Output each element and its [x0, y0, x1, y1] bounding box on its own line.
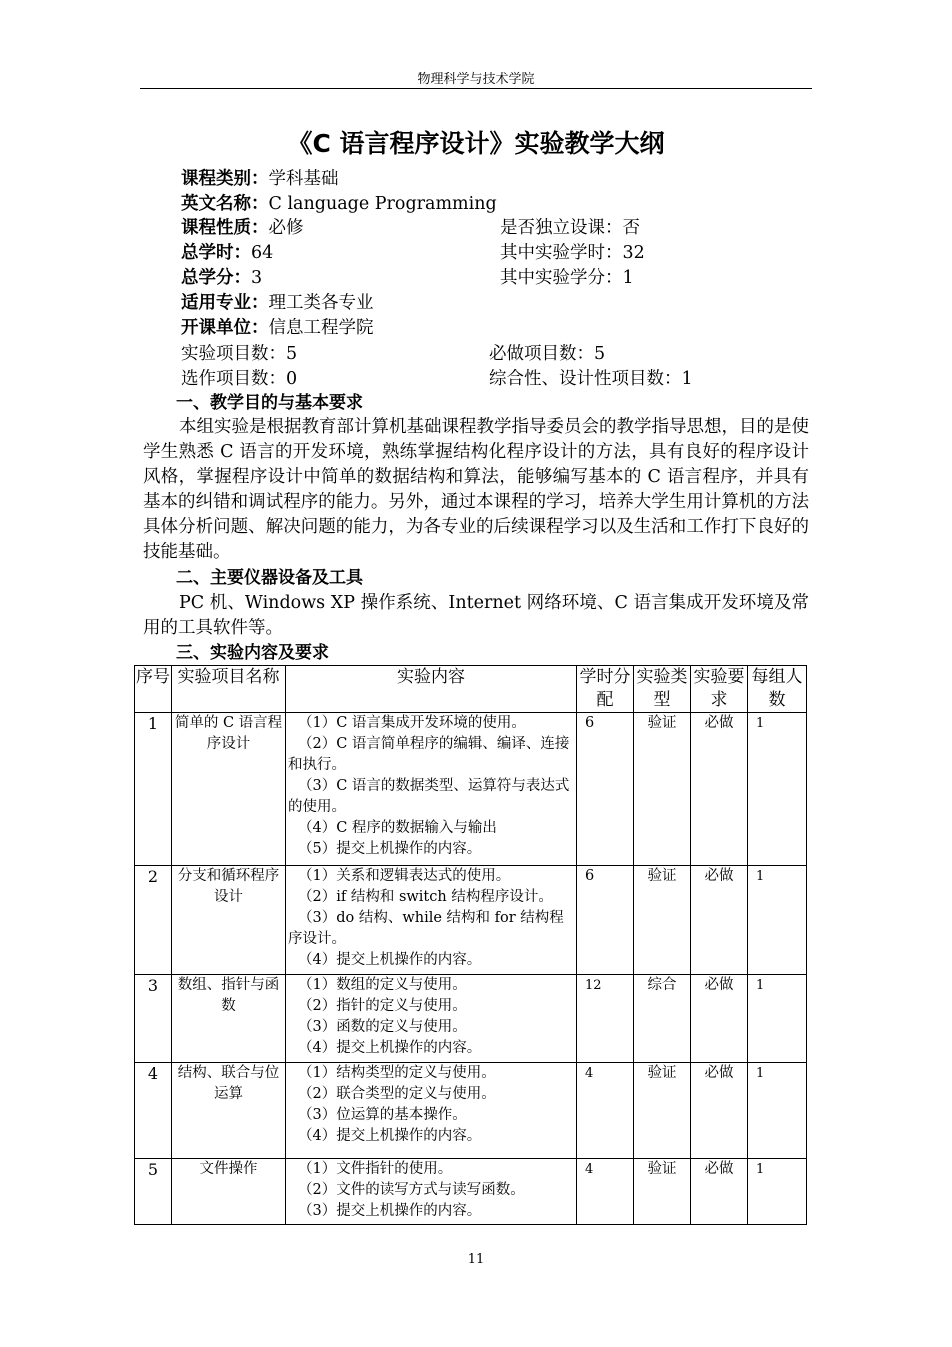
lab-credits-line: 其中实验学分：1	[500, 268, 634, 288]
total-hours-line	[181, 241, 273, 265]
row-req: 必做	[691, 713, 748, 866]
row-hours: 4	[577, 1063, 634, 1159]
content-item: （1）文件指针的使用。	[298, 1161, 453, 1177]
row-no: 2	[135, 866, 172, 975]
content-item: （3）函数的定义与使用。	[298, 1019, 467, 1035]
total-hours-value: 64	[251, 243, 274, 263]
course-type-line	[181, 167, 339, 191]
header-content: 实验内容	[286, 666, 577, 713]
majors-label: 适用专业：	[181, 293, 269, 313]
page-number: 11	[467, 1252, 485, 1267]
required-count-line: 必做项目数：5	[489, 344, 606, 364]
section-3-title: 三、实验内容及要求	[176, 643, 329, 663]
majors-line	[181, 291, 374, 315]
section-1-title: 一、教学目的与基本要求	[176, 393, 363, 413]
page-header: 物理科学与技术学院	[417, 72, 535, 87]
row-req: 必做	[691, 1159, 748, 1225]
row-group: 1	[748, 975, 807, 1063]
row-name: 简单的 C 语言程序设计	[172, 713, 286, 866]
row-req: 必做	[691, 1063, 748, 1159]
row-group: 1	[748, 1159, 807, 1225]
table-row	[135, 866, 807, 975]
content-item: （4）提交上机操作的内容。	[298, 1040, 482, 1056]
content-item: （3）C 语言的数据类型、运算符与表达式的使用。	[288, 778, 570, 815]
independent-line: 是否独立设课：否	[500, 218, 640, 238]
row-type: 综合	[634, 975, 691, 1063]
row-content	[286, 713, 577, 866]
row-group: 1	[748, 866, 807, 975]
header-name: 实验项目名称	[172, 666, 286, 713]
row-name: 文件操作	[172, 1159, 286, 1225]
nature-line	[181, 216, 304, 240]
row-no: 1	[135, 713, 172, 866]
content-item: （4）提交上机操作的内容。	[298, 1128, 482, 1144]
section-2-text: PC 机、Windows XP 操作系统、Internet 网络环境、C 语言集成开发环境及常用的工具软件等。	[143, 593, 809, 638]
course-type-label: 课程类别：	[181, 169, 269, 189]
english-name-line	[181, 192, 497, 216]
content-item: （1）关系和逻辑表达式的使用。	[298, 868, 511, 884]
row-hours: 6	[577, 713, 634, 866]
row-hours: 6	[577, 866, 634, 975]
content-item: （4）提交上机操作的内容。	[298, 952, 482, 968]
table-header-row	[135, 666, 807, 713]
course-type-value: 学科基础	[268, 169, 339, 189]
section-1-text: 本组实验是根据教育部计算机基础课程教学指导委员会的教学指导思想，目的是使学生熟悉 C 语言的开发环境，熟练掌握结构化程序设计的方法，具有良好的程序设计风格，掌握程序设计中简单的数据结构和算法，能够编写基本的 C 语言程序，并具有基本的纠错和调试程序的能力。另外，通过本课程的学习，培养大学生用计算机的方法具体分析问题、解决问题的能力，为各专业的后续课程学习以及生活和工作打下良好的技能基础。	[143, 417, 809, 562]
row-type: 验证	[634, 1159, 691, 1225]
experiment-table	[134, 665, 807, 1225]
content-item: （4）C 程序的数据输入与输出	[298, 820, 497, 836]
nature-value: 必修	[268, 218, 304, 238]
row-no: 4	[135, 1063, 172, 1159]
row-name: 分支和循环程序设计	[172, 866, 286, 975]
english-name-label: 英文名称：	[181, 194, 269, 214]
content-item: （2）指针的定义与使用。	[298, 998, 467, 1014]
optional-count-line: 选作项目数：0	[181, 369, 298, 389]
row-name: 数组、指针与函数	[172, 975, 286, 1063]
english-name-value: C language Programming	[268, 194, 497, 214]
header-rule	[140, 88, 812, 89]
row-group: 1	[748, 1063, 807, 1159]
row-group: 1	[748, 713, 807, 866]
majors-value: 理工类各专业	[268, 293, 374, 313]
row-content	[286, 975, 577, 1063]
table-row	[135, 713, 807, 866]
section-2-title: 二、主要仪器设备及工具	[176, 568, 363, 588]
row-content	[286, 1159, 577, 1225]
row-type: 验证	[634, 1063, 691, 1159]
content-item: （1）数组的定义与使用。	[298, 977, 467, 993]
header-type: 实验类型	[634, 666, 691, 713]
header-hours: 学时分配	[577, 666, 634, 713]
credits-line	[181, 266, 262, 290]
header-req: 实验要求	[691, 666, 748, 713]
unit-label: 开课单位：	[181, 318, 269, 338]
header-group: 每组人数	[748, 666, 807, 713]
content-item: （2）C 语言简单程序的编辑、编译、连接和执行。	[288, 736, 570, 773]
row-content	[286, 1063, 577, 1159]
header-no: 序号	[135, 666, 172, 713]
lab-hours-line: 其中实验学时：32	[500, 243, 645, 263]
content-item: （5）提交上机操作的内容。	[298, 841, 482, 857]
row-type: 验证	[634, 866, 691, 975]
content-item: （2）联合类型的定义与使用。	[298, 1086, 496, 1102]
project-count-line: 实验项目数：5	[181, 344, 298, 364]
design-count-line: 综合性、设计性项目数：1	[489, 369, 693, 389]
row-req: 必做	[691, 975, 748, 1063]
credits-value: 3	[251, 268, 263, 288]
row-name: 结构、联合与位运算	[172, 1063, 286, 1159]
content-item: （1）C 语言集成开发环境的使用。	[298, 715, 526, 731]
content-item: （3）位运算的基本操作。	[298, 1107, 467, 1123]
total-hours-label: 总学时：	[181, 243, 251, 263]
content-item: （3）提交上机操作的内容。	[298, 1203, 482, 1219]
table-row	[135, 1159, 807, 1225]
content-item: （1）结构类型的定义与使用。	[298, 1065, 496, 1081]
unit-line	[181, 316, 374, 340]
row-req: 必做	[691, 866, 748, 975]
nature-label: 课程性质：	[181, 218, 269, 238]
content-item: （2）文件的读写方式与读写函数。	[298, 1182, 525, 1198]
row-hours: 4	[577, 1159, 634, 1225]
content-item: （3）do 结构、while 结构和 for 结构程序设计。	[288, 910, 564, 947]
content-item: （2）if 结构和 switch 结构程序设计。	[298, 889, 553, 905]
row-type: 验证	[634, 713, 691, 866]
unit-value: 信息工程学院	[268, 318, 374, 338]
row-content	[286, 866, 577, 975]
table-row	[135, 1063, 807, 1159]
row-no: 5	[135, 1159, 172, 1225]
row-hours: 12	[577, 975, 634, 1063]
document-title: 《C 语言程序设计》实验教学大纲	[287, 129, 665, 158]
credits-label: 总学分：	[181, 268, 251, 288]
table-row	[135, 975, 807, 1063]
row-no: 3	[135, 975, 172, 1063]
